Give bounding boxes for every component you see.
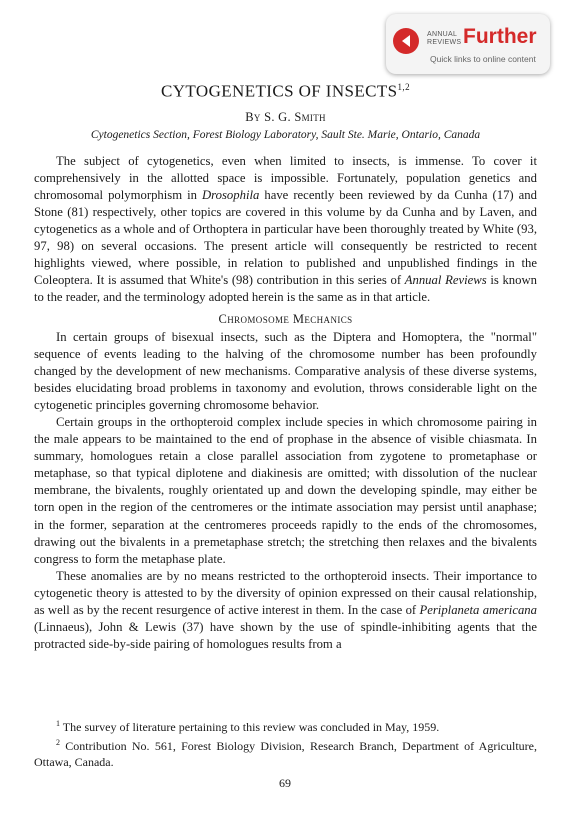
title-footnote-marks[interactable]: 1,2 — [397, 82, 410, 92]
badge-subtitle: Quick links to online content — [430, 54, 536, 64]
body-paragraph-1: In certain groups of bisexual insects, such as the Diptera and Homoptera, the "normal" sequence of events leading to the halving of the chromosome number has been profoundly changed by the development of new mechanisms. Comparative analysis of these diverse systems, besides elucidating broad problems in taxonomy and evolution, throws considerable light on the cytogenetic principles governing chromosome behavior. — [34, 329, 537, 412]
article-page — [34, 76, 537, 653]
body-paragraph-3: These anomalies are by no means restricted to the orthopteroid insects. Their importance to cytogenetic theory is attested to by the diversity of opinion expressed on their causal relationship, as well as by the recent resurgence of active interest in them. In the case of Periplaneta americana (Linnaeus), John & Lewis (37) have shown by the use of spindle-inhibiting agents that the protracted side-by-side pairing of homologues results from a — [34, 568, 537, 652]
page-number: 69 — [279, 776, 291, 790]
body-paragraph-2: Certain groups in the orthopteroid complex include species in which chromosome pairing in the male appears to be maintained to the end of prophase in the absence of visible chiasmata. In summary, homologues retain a close parallel association from zygotene to prometaphase or metaphase, so that typical diplotene and diakinesis are omitted; with dissolution of the nuclear membrane, the bivalents, roughly orientated up and down the developing spindle, may either be torn open in the region of the centromeres or the intimate association may persist until anaphase; in the former, separation at the centromeres proceeds rapidly to the ends of the chromosomes, drawing out the bivalents in a premetaphase stretch; the stretching then relaxes and the bivalents congress to form the metaphase plate. — [34, 414, 537, 566]
badge-annual-label: ANNUAL — [427, 31, 458, 38]
footnote-2 — [34, 735, 537, 770]
badge-further-label: Further — [463, 25, 537, 48]
footnotes — [34, 716, 537, 770]
footnote-mark: 2 — [56, 738, 60, 747]
badge-reviews-label: REVIEWS — [427, 39, 462, 46]
further-links-badge[interactable] — [386, 14, 550, 74]
footnote-1 — [34, 716, 537, 735]
footnote-text: The survey of literature pertaining to this review was concluded in May, 1959. — [62, 720, 440, 734]
title-text: CYTOGENETICS OF INSECTS — [161, 81, 398, 101]
badge-publisher — [427, 31, 462, 47]
section-heading: Chromosome Mechanics — [218, 311, 353, 326]
intro-paragraph: The subject of cytogenetics, even when limited to insects, is immense. To cover it comprehensively in the allotted space is impossible. Fortunately, population genetics and chromosomal polymorphism in Drosophila have recently been reviewed by da Cunha (17) and Stone (81) respectively, other topics are covered in this volume by da Cunha and by Laven, and cytogenetics as a whole and of Orthoptera in particular have been thoroughly treated by White (93, 97, 98) on several occasions. The present article will consequently be restricted to recent highlights viewed, where possible, in relation to published and unpublished findings in the Coleoptera. It is assumed that White's (98) contribution in this series of Annual Reviews is known to the reader, and the terminology adopted herein is the same as in that article. — [34, 153, 537, 305]
article-author: By S. G. Smith — [245, 109, 326, 124]
play-left-icon — [393, 28, 419, 54]
article-title — [34, 76, 537, 103]
footnote-mark: 1 — [56, 719, 60, 728]
article-affiliation: Cytogenetics Section, Forest Biology Laboratory, Sault Ste. Marie, Ontario, Canada — [90, 128, 481, 141]
footnote-text: Contribution No. 561, Forest Biology Division, Research Branch, Department of Agriculture, Ottawa, Canada. — [34, 739, 537, 769]
